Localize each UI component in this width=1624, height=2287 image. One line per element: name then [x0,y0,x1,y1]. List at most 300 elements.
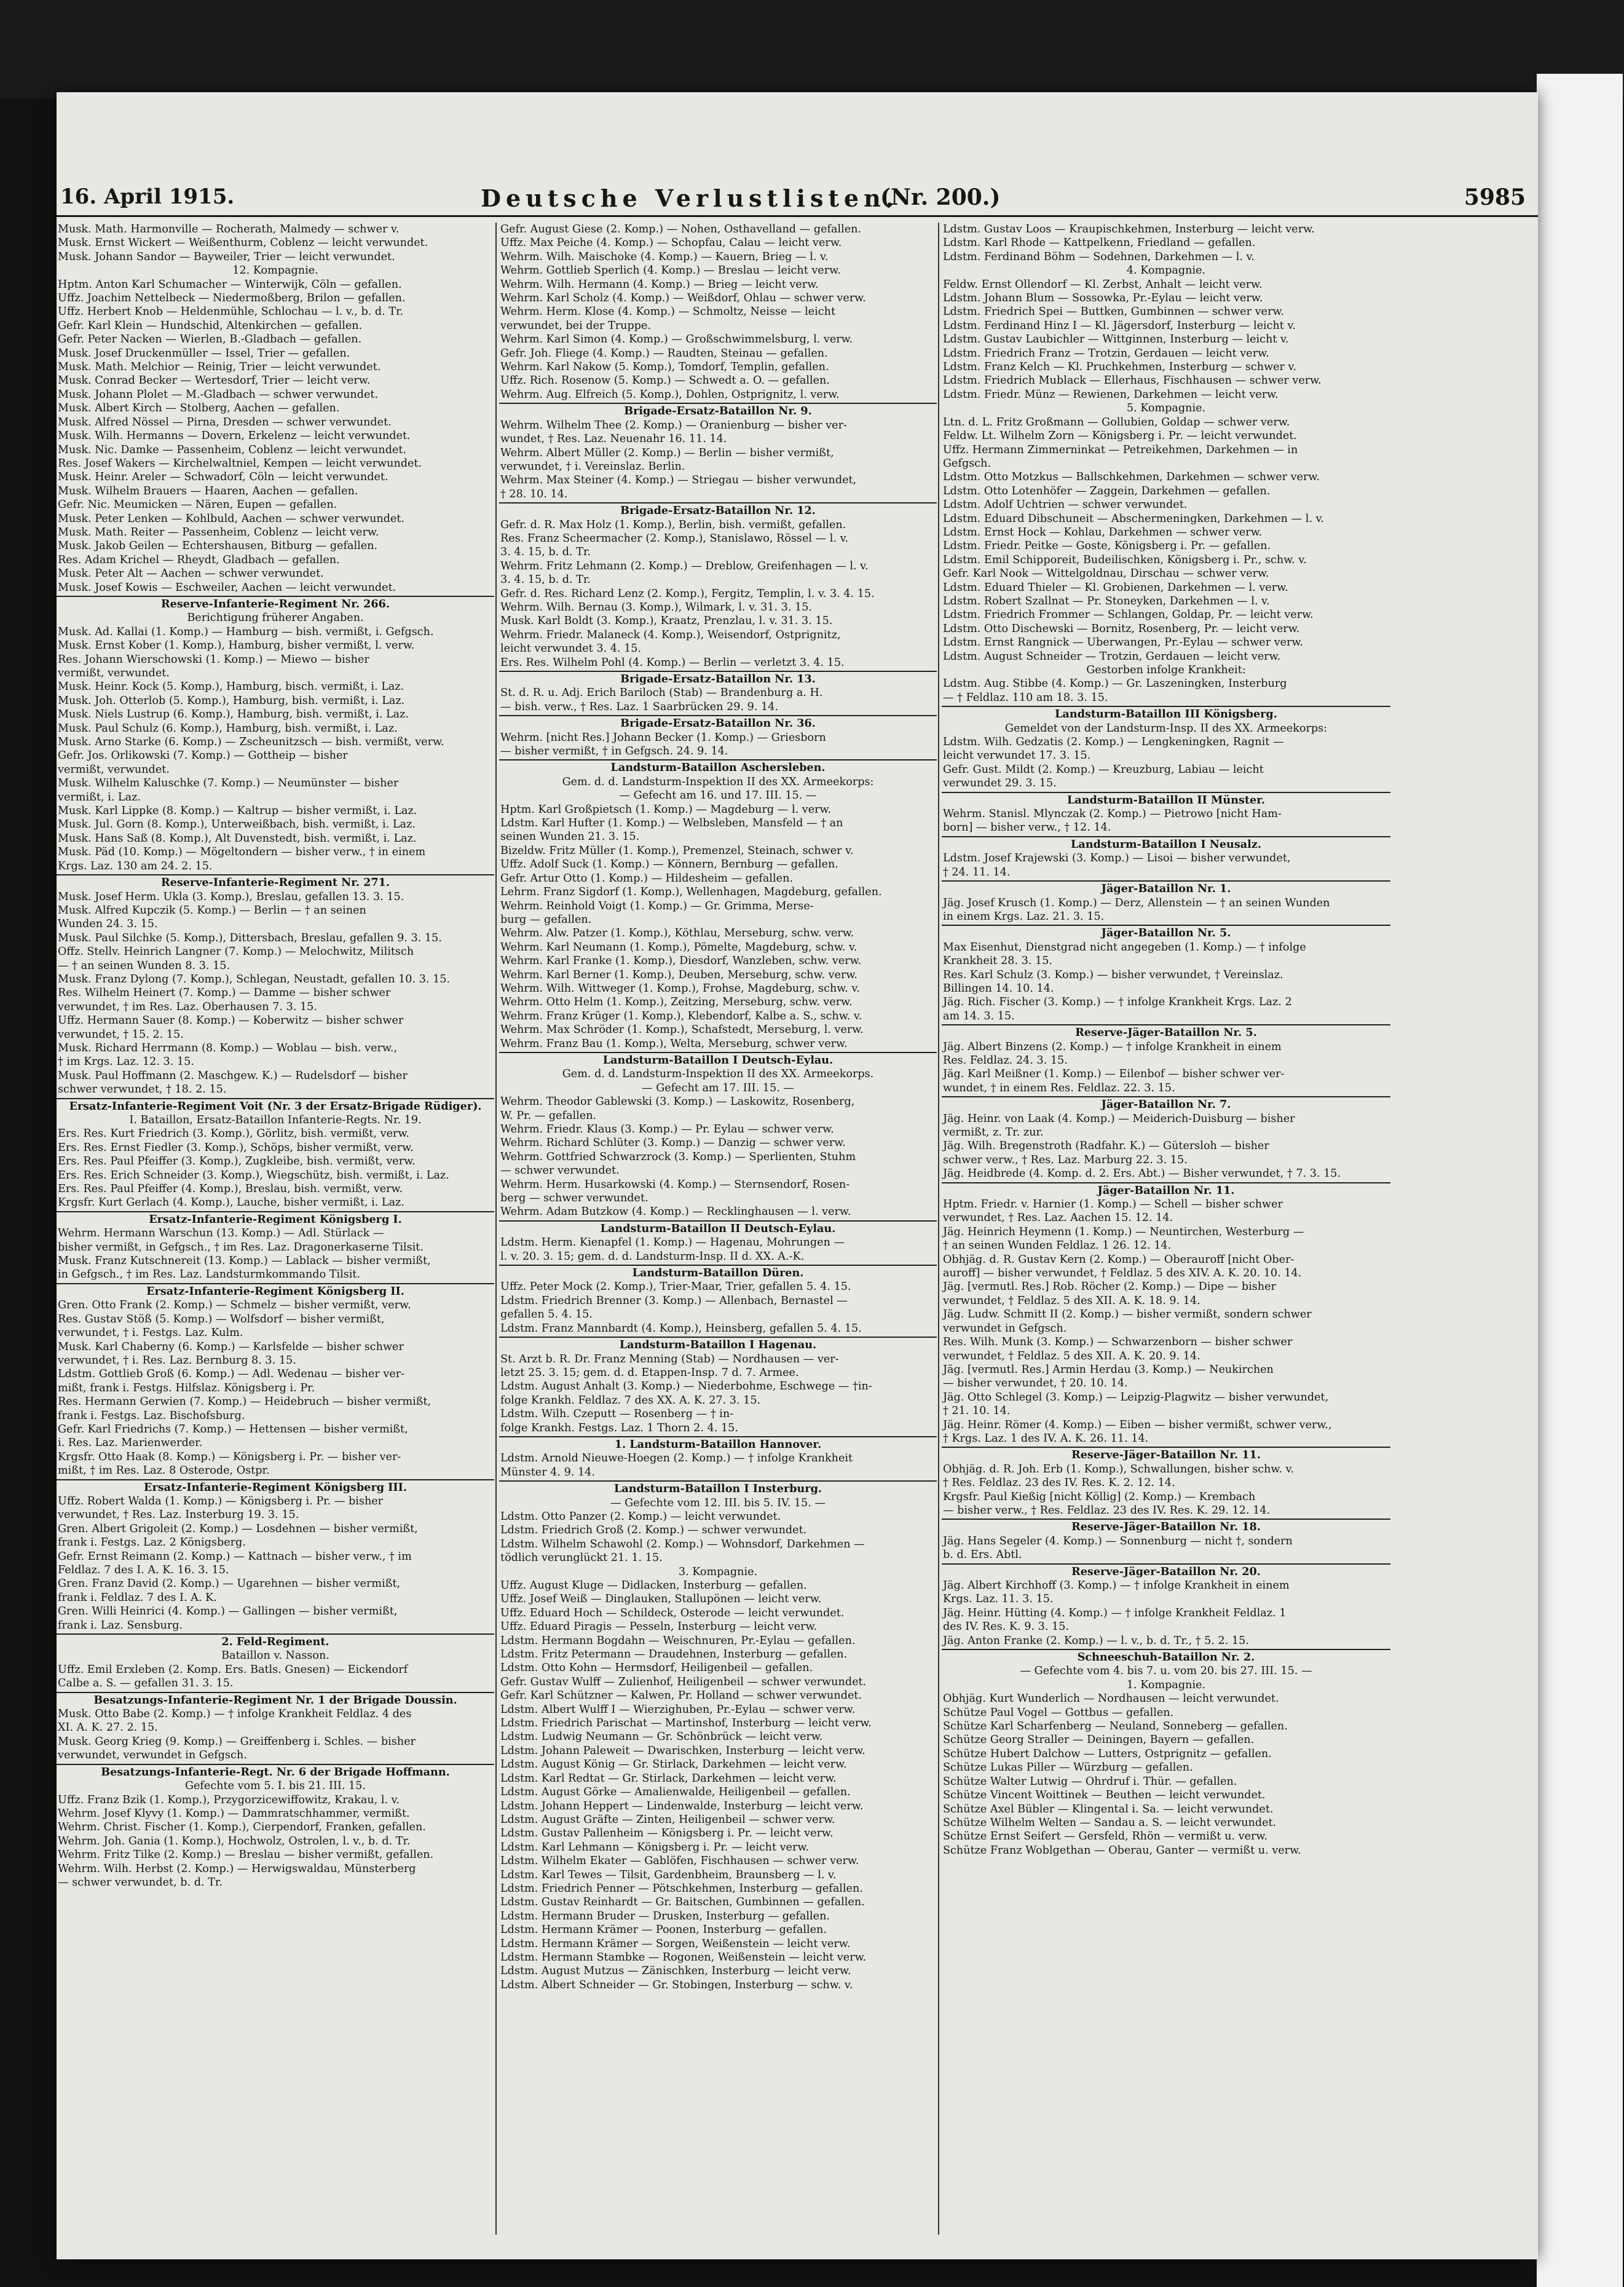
section-heading: Jäger-Bataillon Nr. 7. [942,1096,1390,1112]
section-heading: Brigade-Ersatz-Bataillon Nr. 36. [499,715,937,730]
casualty-entry: Ldstm. August Gräfte — Zinten, Heiligenbeil — schwer verw. [500,1813,835,1826]
casualty-entry: Wehrm. Karl Berner (1. Komp.), Deuben, Merseburg, schw. verw. [500,968,857,981]
casualty-entry: Ldstm. Ferdinand Böhm — Sodehnen, Darkehmen — l. v. [943,250,1255,263]
casualty-entry: — schwer verwundet. [500,1164,620,1177]
casualty-entry: Krgsfr. Paul Kießig [nicht Köllig] (2. Komp.) — Krembach [943,1490,1256,1503]
casualty-entry: Gefr. Gust. Mildt (2. Komp.) — Kreuzburg, Labiau — leicht [943,763,1264,776]
casualty-entry: Musk. Wilh. Hermanns — Dovern, Erkelenz — leicht verwundet. [58,430,411,443]
casualty-entry: Ldstm. August Schneider — Trotzin, Gerdauen — leicht verw. [943,650,1281,663]
casualty-entry: Gefr. Jos. Orlikowski (7. Komp.) — Gottheip — bisher [58,749,348,762]
subheading: 12. Kompagnie. [232,264,318,277]
casualty-entry: Wehrm. Joh. Gania (1. Komp.), Hochwolz, Ostrolen, l. v., b. d. Tr. [58,1835,411,1847]
casualty-entry: Ldstm. Hermann Krämer — Poonen, Insterburg — gefallen. [500,1924,827,1937]
casualty-entry: Ldstm. Otto Panzer (2. Komp.) — leicht verwundet. [500,1510,781,1523]
scan-border [0,0,1624,98]
casualty-entry: Ldstm. Johann Heppert — Lindenwalde, Insterburg — leicht verw. [500,1799,864,1812]
casualty-entry: Jäg. [vermutl. Res.] Rob. Röcher (2. Komp.) — Dipe — bisher [943,1281,1276,1294]
section-heading: Schneeschuh-Bataillon Nr. 2. [942,1649,1390,1664]
casualty-entry: Uffz. Herbert Knob — Heldenmühle, Schlochau — l. v., b. d. Tr. [58,306,404,318]
section-heading: Ersatz-Infanterie-Regiment Voit (Nr. 3 der Ersatz-Brigade Rüdiger). [57,1098,494,1113]
casualty-entry: Ers. Res. Paul Pfeiffer (3. Komp.), Zugkleibe, bish. vermißt, verw. [58,1155,416,1168]
casualty-entry: Krgsfr. Kurt Gerlach (4. Komp.), Lauche, bisher vermißt, i. Laz. [58,1196,404,1209]
casualty-entry: Res. Hermann Gerwien (7. Komp.) — Heidebruch — bisher vermißt, [58,1396,432,1408]
casualty-entry: Wehrm. Richard Schlüter (3. Komp.) — Danzig — schwer verw. [500,1137,846,1150]
casualty-entry: Musk. Wilhelm Kaluschke (7. Komp.) — Neumünster — bisher [58,777,399,790]
casualty-entry: l. v. 20. 3. 15; gem. d. d. Landsturm-Insp. II d. XX. A.-K. [500,1250,805,1263]
casualty-entry: verwundet 29. 3. 15. [943,777,1057,790]
casualty-entry: Musk. Paul Schulz (6. Komp.), Hamburg, bish. vermißt, i. Laz. [58,722,398,735]
casualty-entry: vermißt, verwundet. [58,667,170,679]
casualty-entry: Ldstm. Hermann Bogdahn — Weischnuren, Pr.-Eylau — gefallen. [500,1634,856,1647]
casualty-entry: Jäg. Otto Schlegel (3. Komp.) — Leipzig-Plagwitz — bisher verwundet, [943,1391,1329,1404]
casualty-entry: XI. A. K. 27. 2. 15. [58,1721,158,1734]
casualty-entry: Gefr. Karl Klein — Hundschid, Altenkirchen — gefallen. [58,319,363,332]
casualty-entry: Ldstm. Franz Mannbardt (4. Komp.), Heinsberg, gefallen 5. 4. 15. [500,1322,862,1335]
column-divider [495,223,497,2235]
casualty-entry: verwundet, † Res. Laz. Insterburg 19. 3. 15. [58,1509,299,1522]
casualty-entry: Gren. Otto Frank (2. Komp.) — Schmelz — bisher vermißt, verw. [58,1299,411,1312]
casualty-entry: vermißt, i. Laz. [58,791,141,804]
casualty-entry: Wehrm. Hermann Warschun (13. Komp.) — Adl. Stürlack — [58,1227,384,1240]
casualty-entry: Jäg. Heinr. Römer (4. Komp.) — Eiben — bisher vermißt, schwer verw., [943,1418,1332,1431]
casualty-entry: Uffz. Eduard Piragis — Pesseln, Insterburg — leicht verw. [500,1621,818,1633]
casualty-entry: Wehrm. Wilh. Maischoke (4. Komp.) — Kauern, Brieg — l. v. [500,250,829,263]
casualty-entry: Musk. Math. Reiter — Passenheim, Coblenz — leicht verw. [58,526,379,539]
casualty-entry: folge Krankh. Feldlaz. 7 des XX. A. K. 27. 3. 15. [500,1394,761,1407]
casualty-entry: † Res. Feldlaz. 23 des IV. Res. K. 2. 12. 14. [943,1477,1175,1490]
casualty-entry: letzt 25. 3. 15; gem. d. d. Etappen-Insp. 7 d. 7. Armee. [500,1366,799,1379]
casualty-entry: Ldstm. August Görke — Amalienwalde, Heiligenbeil — gefallen. [500,1786,851,1799]
section-heading: Reserve-Jäger-Bataillon Nr. 18. [942,1519,1390,1534]
section-heading: Landsturm-Bataillon III Königsberg. [942,706,1390,721]
casualty-entry: Ldstm. August König — Gr. Stirlack, Darkehmen — leicht verw. [500,1758,847,1771]
casualty-entry: Ldstm. Friedrich Penner — Pötschkehmen, Insterburg — gefallen. [500,1882,863,1895]
casualty-entry: Wehrm. Wilh. Hermann (4. Komp.) — Brieg — leicht verw. [500,278,819,291]
scan-margin-strip [1537,74,1623,2287]
header-date: 16. April 1915. [60,184,235,209]
casualty-entry: Ldstm. Gustav Pallenheim — Königsberg i. Pr. — leicht verw. [500,1827,834,1840]
casualty-entry: gefallen 5. 4. 15. [500,1308,593,1321]
casualty-entry: Uffz. Emil Erxleben (2. Komp. Ers. Batls. Gnesen) — Eickendorf [58,1663,408,1676]
section-heading: Reserve-Jäger-Bataillon Nr. 11. [942,1447,1390,1462]
casualty-entry: † Krgs. Laz. 1 des IV. A. K. 26. 11. 14. [943,1432,1149,1445]
casualty-entry: Lehrm. Franz Sigdorf (1. Komp.), Wellenhagen, Magdeburg, gefallen. [500,886,882,899]
casualty-entry: Musk. Heinr. Areler — Schwadorf, Cöln — leicht verwundet. [58,471,388,484]
casualty-entry: tödlich verunglückt 21. 1. 15. [500,1552,663,1565]
subheading: — Gefecht am 16. und 17. III. 15. — [619,789,817,802]
casualty-entry: Schütze Karl Scharfenberg — Neuland, Sonneberg — gefallen. [943,1720,1288,1733]
section-heading: Landsturm-Bataillon I Hagenau. [499,1337,937,1352]
casualty-entry: Ldstm. Otto Kohn — Hermsdorf, Heiligenbeil — gefallen. [500,1662,813,1675]
section-heading: Landsturm-Bataillon II Deutsch-Eylau. [499,1220,937,1236]
casualty-entry: Gefr. Karl Friedrichs (7. Komp.) — Hettensen — bisher vermißt, [58,1423,408,1436]
casualty-entry: frank i. Festgs. Laz. 2 Königsberg. [58,1536,246,1549]
casualty-entry: Schütze Vincent Woittinek — Beuthen — leicht verwundet. [943,1789,1266,1802]
section-heading: Landsturm-Bataillon I Neusalz. [942,836,1390,851]
casualty-entry: Ldstm. Friedrich Franz — Trotzin, Gerdauen — leicht verw. [943,347,1269,360]
casualty-entry: Musk. Johann Sandor — Bayweiler, Trier — leicht verwundet. [58,250,395,263]
casualty-entry: mißt, frank i. Festgs. Hilfslaz. Königsberg i. Pr. [58,1381,315,1394]
casualty-entry: Ers. Res. Erich Schneider (3. Komp.), Wiegschütz, bish. vermißt, i. Laz. [58,1169,449,1182]
casualty-entry: Wehrm. Wilhelm Thee (2. Komp.) — Oranienburg — bisher ver- [500,419,847,432]
casualty-entry: Jäg. [vermutl. Res.] Armin Herdau (3. Komp.) — Neukirchen [943,1363,1274,1376]
casualty-entry: Musk. Ernst Wickert — Weißenthurm, Coblenz — leicht verwundet. [58,237,428,250]
casualty-entry: Ldstm. Arnold Nieuwe-Hoegen (2. Komp.) — † infolge Krankheit [500,1452,853,1465]
section-heading: Brigade-Ersatz-Bataillon Nr. 13. [499,671,937,686]
casualty-entry: Musk. Heinr. Kock (5. Komp.), Hamburg, bisch. vermißt, i. Laz. [58,681,404,693]
casualty-entry: Wehrm. Adam Butzkow (4. Komp.) — Recklinghausen — l. verw. [500,1206,851,1219]
casualty-entry: wundet, † in einem Res. Feldlaz. 22. 3. 15. [943,1081,1175,1094]
casualty-entry: Wehrm. Aug. Elfreich (5. Komp.), Dohlen, Ostprignitz, l. verw. [500,388,840,401]
casualty-entry: Ldstm. Wilhelm Schawohl (2. Komp.) — Wohnsdorf, Darkehmen — [500,1538,865,1550]
casualty-entry: Musk. Jakob Geilen — Echtershausen, Bitburg — gefallen. [58,540,378,553]
casualty-entry: verwundet, † Feldlaz. 5 des XII. A. K. 20. 9. 14. [943,1349,1200,1362]
subheading: I. Bataillon, Ersatz-Bataillon Infanterie-Regts. Nr. 19. [129,1114,422,1126]
casualty-entry: Hptm. Friedr. v. Harnier (1. Komp.) — Schell — bisher schwer [943,1198,1283,1211]
casualty-entry: Musk. Ad. Kallai (1. Komp.) — Hamburg — bish. vermißt, i. Gefgsch. [58,625,434,638]
casualty-entry: Ldstm. Johann Paleweit — Dwarischken, Insterburg — leicht verw. [500,1744,865,1757]
casualty-entry: Musk. Karl Chaberny (6. Komp.) — Karlsfelde — bisher schwer [58,1340,404,1353]
section-heading: Brigade-Ersatz-Bataillon Nr. 9. [499,403,937,418]
casualty-entry: Uffz. Hermann Zimmerninkat — Petreikehmen, Darkehmen — in [943,443,1298,456]
casualty-entry: folge Krankh. Festgs. Laz. 1 Thorn 2. 4. 15. [500,1421,738,1434]
casualty-entry: verwundet, bei der Truppe. [500,319,651,332]
column-3 [942,223,1390,2241]
casualty-entry: † im Krgs. Laz. 12. 3. 15. [58,1056,194,1068]
casualty-entry: Musk. Albert Kirch — Stolberg, Aachen — gefallen. [58,402,340,415]
casualty-entry: Uffz. August Kluge — Didlacken, Insterburg — gefallen. [500,1579,807,1592]
casualty-entry: Wehrm. Max Schröder (1. Komp.), Schafstedt, Merseburg, l. verw. [500,1024,864,1037]
casualty-entry: † 28. 10. 14. [500,488,568,500]
casualty-entry: Hptm. Karl Großpietsch (1. Komp.) — Magdeburg — l. verw. [500,803,832,816]
casualty-entry: Res. Johann Wierschowski (1. Komp.) — Miewo — bisher [58,653,369,666]
casualty-entry: Wehrm. Gottlieb Sperlich (4. Komp.) — Breslau — leicht verw. [500,264,841,277]
casualty-entry: Feldw. Lt. Wilhelm Zorn — Königsberg i. Pr. — leicht verwundet. [943,430,1297,443]
newspaper-page [57,92,1538,2259]
casualty-entry: Res. Wilhelm Heinert (7. Komp.) — Damme — bisher schwer [58,987,391,1000]
casualty-entry: Wehrm. Wilh. Bernau (3. Komp.), Wilmark, l. v. 31. 3. 15. [500,601,813,614]
casualty-entry: Ers. Res. Paul Pfeiffer (4. Komp.), Breslau, bish. vermißt, verw. [58,1183,403,1196]
casualty-entry: Wehrm. Josef Klyvy (1. Komp.) — Dammratschhammer, vermißt. [58,1807,410,1820]
casualty-entry: berg — schwer verwundet. [500,1192,648,1205]
casualty-entry: Musk. Jul. Gorn (8. Komp.), Unterweißbach, bish. vermißt, i. Laz. [58,818,416,831]
subheading: 5. Kompagnie. [1126,402,1206,415]
section-heading: Besatzungs-Infanterie-Regiment Nr. 1 der Brigade Doussin. [57,1692,494,1707]
casualty-entry: Wehrm. Karl Simon (4. Komp.) — Großschwimmelsburg, l. verw. [500,333,853,346]
casualty-entry: Musk. Niels Lustrup (6. Komp.), Hamburg, bish. vermißt, i. Laz. [58,708,409,721]
subheading: Bataillon v. Nasson. [221,1649,329,1662]
casualty-entry: Ldstm. Gustav Loos — Kraupischkehmen, Insterburg — leicht verw. [943,223,1315,235]
casualty-entry: Res. Karl Schulz (3. Komp.) — bisher verwundet, † Vereinslaz. [943,968,1283,981]
casualty-entry: — † an seinen Wunden 8. 3. 15. [58,959,231,972]
casualty-entry: Max Eisenhut, Dienstgrad nicht angegeben (1. Komp.) — † infolge [943,941,1306,954]
casualty-entry: Musk. Johann Plolet — M.-Gladbach — schwer verwundet. [58,388,379,401]
casualty-entry: Wehrm. Wilh. Herbst (2. Komp.) — Herwigswaldau, Münsterberg [58,1862,416,1875]
header-issue-number: (Nr. 200.) [880,184,1001,210]
casualty-entry: Ldstm. Ferdinand Hinz I — Kl. Jägersdorf, Insterburg — leicht v. [943,319,1296,332]
casualty-entry: Wehrm. Otto Helm (1. Komp.), Zeitzing, Merseburg, schw. verw. [500,996,853,1009]
casualty-entry: leicht verwundet 17. 3. 15. [943,749,1091,762]
casualty-entry: Musk. Arno Starke (6. Komp.) — Zscheunitzsch — bish. vermißt, verw. [58,736,444,749]
casualty-entry: Musk. Alfred Nössel — Pirna, Dresden — schwer verwundet. [58,416,392,429]
column-divider [938,223,939,2235]
casualty-entry: Musk. Josef Kowis — Eschweiler, Aachen — leicht verwundet. [58,581,396,594]
casualty-entry: Obhjäg. d. R. Gustav Kern (2. Komp.) — Oberauroff [nicht Ober- [943,1253,1295,1266]
casualty-entry: Gefgsch. [943,457,991,470]
casualty-entry: Ers. Res. Ernst Fiedler (3. Komp.), Schöps, bisher vermißt, verw. [58,1141,414,1154]
casualty-entry: Ldstm. Wilh. Gedzatis (2. Komp.) — Lengkeningken, Ragnit — [943,736,1284,749]
casualty-entry: Musk. Paul Hoffmann (2. Maschgew. K.) — Rudelsdorf — bisher [58,1069,408,1082]
casualty-entry: seinen Wunden 21. 3. 15. [500,831,640,843]
casualty-entry: St. d. R. u. Adj. Erich Bariloch (Stab) — Brandenburg a. H. [500,687,823,700]
casualty-entry: Ltn. d. L. Fritz Großmann — Gollubien, Goldap — schwer verw. [943,416,1290,429]
casualty-entry: Wehrm. Karl Scholz (4. Komp.) — Weißdorf, Ohlau — schwer verw. [500,292,866,305]
subheading: 3. Kompagnie. [678,1565,758,1578]
casualty-entry: Wehrm. Karl Nakow (5. Komp.), Tomdorf, Templin, gefallen. [500,361,829,374]
subheading: Gem. d. d. Landsturm-Inspektion II des XX. Armeekorps. [562,1068,874,1081]
header-rule [57,215,1538,217]
casualty-entry: Jäg. Heidbrede (4. Komp. d. 2. Ers. Abt.) — Bisher verwundet, † 7. 3. 15. [943,1167,1341,1180]
casualty-entry: Musk. Hans Saß (8. Komp.), Alt Duvenstedt, bish. vermißt, i. Laz. [58,832,417,845]
casualty-entry: Gefr. d. R. Max Holz (1. Komp.), Berlin, bish. vermißt, gefallen. [500,518,846,531]
subheading: 1. Kompagnie. [1126,1678,1206,1691]
section-heading: Reserve-Jäger-Bataillon Nr. 20. [942,1563,1390,1579]
casualty-entry: verwundet in Gefgsch. [943,1322,1067,1335]
casualty-entry: Ldstm. Karl Tewes — Tilsit, Gardenbheim, Braunsberg — l. v. [500,1868,837,1881]
casualty-entry: Ldstm. Hermann Bruder — Drusken, Insterburg — gefallen. [500,1910,830,1922]
casualty-entry: Musk. Peter Alt — Aachen — schwer verwundet. [58,567,324,580]
casualty-entry: Ldstm. Eduard Dibschuneit — Abschermeningken, Darkehmen — l. v. [943,512,1324,525]
casualty-entry: Münster 4. 9. 14. [500,1466,595,1479]
casualty-entry: Ldstm. Gustav Reinhardt — Gr. Baitschen, Gumbinnen — gefallen. [500,1896,865,1909]
casualty-entry: Musk. Richard Herrmann (8. Komp.) — Woblau — bish. verw., [58,1041,398,1054]
section-heading: Jäger-Bataillon Nr. 11. [942,1182,1390,1198]
casualty-entry: Ldstm. August Mutzus — Zänischken, Insterburg — leicht verw. [500,1965,851,1978]
page-header [57,184,1538,212]
casualty-entry: Musk. Josef Druckenmüller — Issel, Trier — gefallen. [58,347,350,360]
section-heading: Reserve-Infanterie-Regiment Nr. 266. [57,596,494,611]
section-heading: Jäger-Bataillon Nr. 1. [942,880,1390,896]
column-2 [499,223,937,2241]
casualty-entry: Wehrm. Christ. Fischer (1. Komp.), Cierpendorf, Franken, gefallen. [58,1821,426,1834]
casualty-entry: Wehrm. Karl Franke (1. Komp.), Diesdorf, Wanzleben, schw. verw. [500,955,862,968]
casualty-entry: Schütze Walter Lutwig — Ohrdruf i. Thür. — gefallen. [943,1775,1237,1788]
casualty-entry: — schwer verwundet, b. d. Tr. [58,1876,223,1889]
casualty-entry: Ldstm. Ernst Rangnick — Uberwangen, Pr.-Eylau — schwer verw. [943,636,1304,649]
casualty-entry: frank i. Feldlaz. 7 des I. A. K. [58,1591,217,1604]
casualty-entry: Ldstm. Eduard Thieler — Kl. Grobienen, Darkehmen — l. verw. [943,581,1288,594]
casualty-entry: — † Feldlaz. 110 am 18. 3. 15. [943,691,1108,704]
casualty-entry: wundet, † Res. Laz. Neuenahr 16. 11. 14. [500,433,727,446]
casualty-entry: Ldstm. Fritz Petermann — Draudehnen, Insterburg — gefallen. [500,1648,848,1661]
casualty-entry: frank i. Laz. Sensburg. [58,1619,183,1632]
subheading: — Gefecht am 17. III. 15. — [642,1081,794,1094]
casualty-entry: Ldstm. Gustav Laubichler — Wittginnen, Insterburg — leicht v. [943,333,1289,346]
casualty-entry: Ldstm. Herm. Kienapfel (1. Komp.) — Hagenau, Mohrungen — [500,1236,845,1249]
casualty-entry: Musk. Karl Lippke (8. Komp.) — Kaltrup — bisher vermißt, i. Laz. [58,805,417,818]
subheading: — Gefechte vom 4. bis 7. u. vom 20. bis 27. III. 15. — [1020,1665,1312,1678]
casualty-entry: St. Arzt b. R. Dr. Franz Menning (Stab) — Nordhausen — ver- [500,1353,839,1365]
casualty-entry: in einem Krgs. Laz. 21. 3. 15. [943,910,1105,923]
casualty-entry: verwundet, † i. Festgs. Laz. Kulm. [58,1327,243,1340]
casualty-entry: Gefr. August Giese (2. Komp.) — Nohen, Osthavelland — gefallen. [500,223,862,235]
casualty-entry: Krgsfr. Otto Haak (8. Komp.) — Königsberg i. Pr. — bisher ver- [58,1450,401,1463]
casualty-entry: † 21. 10. 14. [943,1405,1011,1418]
casualty-entry: am 14. 3. 15. [943,1009,1015,1022]
casualty-entry: Billingen 14. 10. 14. [943,982,1054,995]
casualty-entry: verwundet, † im Res. Laz. Oberhausen 7. 3. 15. [58,1000,317,1013]
casualty-entry: Schütze Lukas Piller — Würzburg — gefallen. [943,1761,1193,1774]
casualty-entry: Gefr. Peter Nacken — Wierlen, B.-Gladbach — gefallen. [58,333,362,346]
casualty-entry: Ldstm. Johann Blum — Sossowka, Pr.-Eylau — leicht verw. [943,292,1263,305]
casualty-entry: Ldstm. Friedrich Spei — Buttken, Gumbinnen — schwer verw. [943,306,1284,318]
casualty-entry: Gefr. Karl Nook — Wittelgoldnau, Dirschau — schwer verw. [943,567,1269,580]
casualty-entry: — bisher verwundet, † 20. 10. 14. [943,1377,1128,1390]
casualty-entry: Ldstm. Robert Szallnat — Pr. Stoneyken, Darkehmen — l. v. [943,594,1270,607]
casualty-entry: Uffz. Franz Bzik (1. Komp.), Przygorzicewiffowitz, Krakau, l. v. [58,1793,400,1806]
casualty-entry: Ldstm. Emil Schipporeit, Budeilischken, Königsberg i. Pr., schw. v. [943,553,1307,566]
casualty-entry: Wehrm. Fritz Tilke (2. Komp.) — Breslau — bisher vermißt, gefallen. [58,1849,434,1862]
casualty-entry: 3. 4. 15, b. d. Tr. [500,546,591,559]
casualty-entry: Wehrm. Gottfried Schwarzrock (3. Komp.) — Sperlienten, Stuhm [500,1150,856,1163]
casualty-entry: leicht verwundet 3. 4. 15. [500,642,642,655]
casualty-entry: frank i. Festgs. Laz. Bischofsburg. [58,1409,245,1422]
casualty-entry: Jäg. Ludw. Schmitt II (2. Komp.) — bisher vermißt, sondern schwer [943,1308,1312,1321]
casualty-entry: Krankheit 28. 3. 15. [943,955,1052,968]
casualty-entry: — bisher verw., † Res. Feldlaz. 23 des IV. Res. K. 29. 12. 14. [943,1504,1271,1517]
casualty-entry: Krgs. Laz. 11. 3. 15. [943,1593,1054,1606]
subheading: — Gefechte vom 12. III. bis 5. IV. 15. — [610,1496,826,1509]
casualty-entry: Musk. Franz Dylong (7. Komp.), Schlegan, Neustadt, gefallen 10. 3. 15. [58,973,451,986]
casualty-entry: Ldstm. Karl Redtat — Gr. Stirlack, Darkehmen — leicht verw. [500,1772,837,1785]
casualty-entry: Gren. Willi Heinrici (4. Komp.) — Gallingen — bisher vermißt, [58,1605,398,1618]
casualty-entry: Ldstm. Wilh. Czeputt — Rosenberg — † in- [500,1408,734,1421]
casualty-entry: 3. 4. 15, b. d. Tr. [500,574,591,587]
casualty-entry: Schütze Paul Vogel — Gottbus — gefallen. [943,1706,1174,1719]
casualty-entry: Uffz. Rich. Rosenow (5. Komp.) — Schwedt a. O. — gefallen. [500,374,830,387]
casualty-entry: Ldstm. Wilhelm Ekater — Gablöfen, Fischhausen — schwer verw. [500,1855,859,1868]
casualty-entry: burg — gefallen. [500,913,592,926]
casualty-entry: Uffz. Eduard Hoch — Schildeck, Osterode — leicht verwundet. [500,1606,845,1619]
casualty-entry: Ldstm. Friedr. Münz — Rewienen, Darkehmen — leicht verw. [943,388,1279,401]
casualty-entry: W. Pr. — gefallen. [500,1109,597,1122]
casualty-entry: verwundet, † i. Vereinslaz. Berlin. [500,460,685,473]
casualty-entry: Musk. Otto Babe (2. Komp.) — † infolge Krankheit Feldlaz. 4 des [58,1708,412,1721]
casualty-entry: born] — bisher verw., † 12. 14. [943,821,1111,834]
casualty-entry: Res. Josef Wakers — Kirchelwaltniel, Kempen — leicht verwundet. [58,457,422,470]
casualty-entry: vermißt, verwundet. [58,763,170,776]
casualty-entry: Uffz. Josef Weiß — Dinglauken, Stallupönen — leicht verw. [500,1593,822,1606]
section-heading: Landsturm-Bataillon I Deutsch-Eylau. [499,1052,937,1067]
casualty-entry: Wehrm. [nicht Res.] Johann Becker (1. Komp.) — Griesborn [500,731,826,744]
casualty-entry: Jäg. Heinrich Heymenn (1. Komp.) — Neuntirchen, Westerburg — [943,1225,1304,1238]
casualty-entry: Feldlaz. 7 des I. A. K. 16. 3. 15. [58,1564,229,1576]
casualty-entry: Offz. Stellv. Heinrich Langner (7. Komp.) — Melochwitz, Militsch [58,946,414,958]
casualty-entry: Wehrm. Franz Krüger (1. Komp.), Klebendorf, Kalbe a. S., schw. v. [500,1009,862,1022]
casualty-entry: — bisher vermißt, † in Gefgsch. 24. 9. 14. [500,745,728,758]
casualty-entry: Musk. Math. Harmonville — Rocherath, Malmedy — schwer v. [58,223,400,235]
casualty-entry: † 24. 11. 14. [943,866,1011,879]
casualty-entry: Gefr. Joh. Fliege (4. Komp.) — Raudten, Steinau — gefallen. [500,347,828,360]
casualty-entry: Ldstm. Friedrich Frommer — Schlangen, Goldap, Pr. — leicht verw. [943,609,1314,622]
casualty-entry: Wehrm. Max Steiner (4. Komp.) — Striegau — bisher verwundet, [500,474,857,487]
casualty-entry: Calbe a. S. — gefallen 31. 3. 15. [58,1677,234,1690]
casualty-entry: Musk. Franz Kutschnereit (13. Komp.) — Lablack — bisher vermißt, [58,1255,431,1268]
section-heading: Landsturm-Bataillon I Insterburg. [499,1480,937,1496]
casualty-entry: Ldstm. Friedr. Peitke — Goste, Königsberg i. Pr. — gefallen. [943,540,1271,553]
casualty-entry: Wehrm. Theodor Gablewski (3. Komp.) — Laskowitz, Rosenberg, [500,1096,855,1108]
subheading: 4. Kompagnie. [1126,264,1206,277]
casualty-entry: Ldstm. Albert Wulff I — Wierzighuben, Pr.-Eylau — schwer verw. [500,1703,856,1716]
casualty-entry: Uffz. Robert Walda (1. Komp.) — Königsberg i. Pr. — bisher [58,1495,384,1507]
casualty-entry: Musk. Ernst Kober (1. Komp.), Hamburg, bisher vermißt, l. verw. [58,639,415,652]
casualty-entry: verwundet, † i. Res. Laz. Bernburg 8. 3. 15. [58,1354,296,1367]
casualty-entry: bisher vermißt, in Gefgsch., † im Res. Laz. Dragonerkaserne Tilsit. [58,1241,424,1254]
section-heading: Ersatz-Infanterie-Regiment Königsberg III. [57,1479,494,1495]
casualty-entry: Ldstm. Otto Motzkus — Ballschkehmen, Darkehmen — schwer verw. [943,471,1320,484]
casualty-entry: Ldstm. Friedrich Brenner (3. Komp.) — Allenbach, Bernastel — [500,1294,848,1307]
casualty-entry: Gefr. Karl Schützner — Kalwen, Pr. Holland — schwer verwundet. [500,1689,862,1702]
casualty-entry: Wehrm. Reinhold Voigt (1. Komp.) — Gr. Grimma, Merse- [500,899,814,912]
casualty-entry: Musk. Nic. Damke — Passenheim, Coblenz — leicht verwundet. [58,443,407,456]
casualty-entry: verwundet, † Res. Laz. Aachen 15. 12. 14. [943,1212,1173,1225]
casualty-entry: Ldstm. Karl Rhode — Kattpelkenn, Friedland — gefallen. [943,237,1256,250]
casualty-entry: Gren. Franz David (2. Komp.) — Ugarehnen — bisher vermißt, [58,1578,401,1590]
casualty-entry: verwundet, † Feldlaz. 5 des XII. A. K. 18. 9. 14. [943,1294,1200,1307]
casualty-entry: Wehrm. Herm. Husarkowski (4. Komp.) — Sternsendorf, Rosen- [500,1178,850,1191]
casualty-entry: Musk. Georg Krieg (9. Komp.) — Greiffenberg i. Schles. — bisher [58,1735,416,1748]
casualty-entry: Wehrm. Herm. Klose (4. Komp.) — Schmoltz, Neisse — leicht [500,306,836,318]
section-heading: Reserve-Infanterie-Regiment Nr. 271. [57,874,494,890]
casualty-entry: verwundet, verwundet in Gefgsch. [58,1749,247,1762]
casualty-entry: Musk. Joh. Otterlob (5. Komp.), Hamburg, bish. vermißt, i. Laz. [58,694,405,707]
casualty-entry: Uffz. Hermann Sauer (8. Komp.) — Koberwitz — bisher schwer [58,1014,404,1027]
section-heading: 2. Feld-Regiment. [57,1633,494,1649]
casualty-entry: Res. Gustav Stöß (5. Komp.) — Wolfsdorf — bisher vermißt, [58,1313,385,1325]
casualty-entry: Feldw. Ernst Ollendorf — Kl. Zerbst, Anhalt — leicht verw. [943,278,1263,291]
casualty-entry: Uffz. Joachim Nettelbeck — Niedermoßberg, Brilon — gefallen. [58,292,406,305]
subheading: Gemeldet von der Landsturm-Insp. II des XX. Armeekorps: [1004,722,1328,735]
section-heading: Ersatz-Infanterie-Regiment Königsberg I. [57,1211,494,1226]
casualty-entry: Ers. Res. Kurt Friedrich (3. Komp.), Görlitz, bish. vermißt, verw. [58,1128,410,1140]
subheading: Gestorben infolge Krankheit: [1086,664,1246,676]
casualty-entry: Ldstm. Ludwig Neumann — Gr. Schönbrück — leicht verw. [500,1731,823,1744]
casualty-entry: Ldstm. Gottlieb Groß (6. Komp.) — Adl. Wedenau — bisher ver- [58,1368,405,1381]
casualty-entry: Wehrm. Friedr. Malaneck (4. Komp.), Weisendorf, Ostprignitz, [500,628,841,641]
section-heading: Landsturm-Bataillon Düren. [499,1265,937,1280]
casualty-entry: Musk. Josef Herm. Ukla (3. Komp.), Breslau, gefallen 13. 3. 15. [58,890,404,903]
casualty-entry: Res. Wilh. Munk (3. Komp.) — Schwarzenborn — bisher schwer [943,1336,1293,1349]
casualty-entry: Bizeldw. Fritz Müller (1. Komp.), Premenzel, Steinach, schwer v. [500,844,854,857]
casualty-entry: Musk. Peter Lenken — Kohlbuld, Aachen — schwer verwundet. [58,512,405,525]
casualty-entry: Ldstm. Karl Hufter (1. Komp.) — Welbsleben, Mansfeld — † an [500,817,843,830]
casualty-entry: Ldstm. Aug. Stibbe (4. Komp.) — Gr. Laszeningken, Insterburg [943,677,1287,690]
casualty-entry: schwer verw., † Res. Laz. Marburg 22. 3. 15. [943,1153,1188,1166]
casualty-entry: Wehrm. Friedr. Klaus (3. Komp.) — Pr. Eylau — schwer verw. [500,1123,834,1136]
casualty-entry: Obhjäg. d. R. Joh. Erb (1. Komp.), Schwallungen, bisher schw. v. [943,1463,1295,1475]
casualty-entry: vermißt, z. Tr. zur. [943,1126,1044,1139]
header-title: Deutsche Verlustlisten. [481,184,899,212]
casualty-entry: Jäg. Anton Franke (2. Komp.) — l. v., b. d. Tr., † 5. 2. 15. [943,1634,1249,1647]
casualty-entry: Musk. Karl Boldt (3. Komp.), Kraatz, Prenzlau, l. v. 31. 3. 15. [500,615,833,628]
casualty-entry: Wehrm. Karl Neumann (1. Komp.), Pömelte, Magdeburg, schw. v. [500,941,857,954]
casualty-entry: Krgs. Laz. 130 am 24. 2. 15. [58,859,213,872]
casualty-entry: — bish. verw., † Res. Laz. 1 Saarbrücken 29. 9. 14. [500,700,779,713]
casualty-entry: Gefr. Artur Otto (1. Komp.) — Hildesheim — gefallen. [500,872,793,885]
casualty-entry: Gefr. Nic. Meumicken — Nären, Eupen — gefallen. [58,499,337,512]
casualty-entry: Musk. Päd (10. Komp.) — Mögeltondern — bisher verw., † in einem [58,846,426,859]
casualty-entry: in Gefgsch., † im Res. Laz. Landsturmkommando Tilsit. [58,1268,361,1281]
